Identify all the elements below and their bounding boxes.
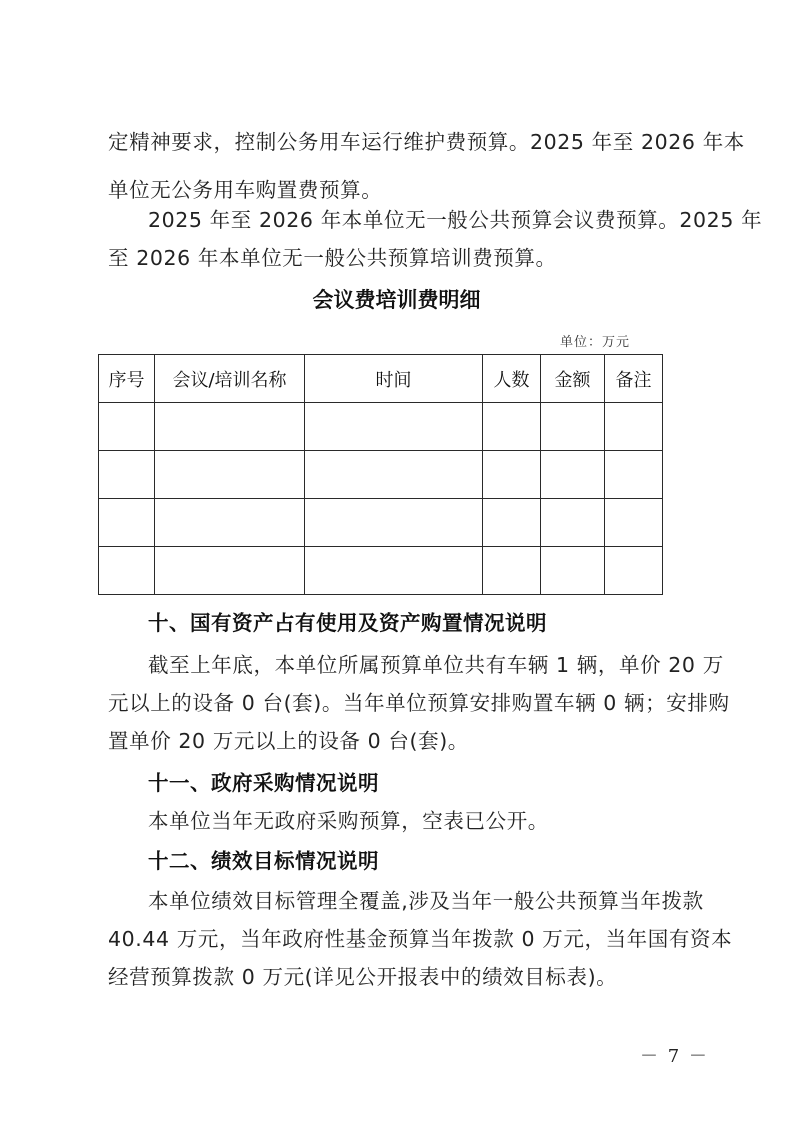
table-cell <box>155 403 305 451</box>
table-cell <box>605 403 663 451</box>
table-cell <box>605 451 663 499</box>
section-11-heading: 十一、政府采购情况说明 <box>148 771 379 795</box>
table-row <box>99 499 663 547</box>
table-cell <box>99 499 155 547</box>
table-cell <box>99 403 155 451</box>
paragraph-line: 置单价 20 万元以上的设备 0 台(套)。 <box>108 729 469 753</box>
page-number: － 7 － <box>640 1046 709 1067</box>
header-index: 序号 <box>99 355 155 403</box>
table-unit-label: 单位：万元 <box>560 335 631 350</box>
paragraph-line: 40.44 万元，当年政府性基金预算当年拨款 0 万元，当年国有资本 <box>108 927 733 951</box>
table-cell <box>155 451 305 499</box>
paragraph-line: 截至上年底，本单位所属预算单位共有车辆 1 辆，单价 20 万 <box>148 653 724 677</box>
paragraph-line: 本单位绩效目标管理全覆盖,涉及当年一般公共预算当年拨款 <box>148 889 704 913</box>
table-cell <box>483 499 541 547</box>
header-amount: 金额 <box>541 355 605 403</box>
paragraph-line: 单位无公务用车购置费预算。 <box>108 178 383 202</box>
table-cell <box>483 403 541 451</box>
table-cell <box>305 547 483 595</box>
section-10-heading: 十、国有资产占有使用及资产购置情况说明 <box>148 611 547 635</box>
header-remarks: 备注 <box>605 355 663 403</box>
table-cell <box>541 547 605 595</box>
table-header-row <box>99 355 663 403</box>
paragraph-line: 经营预算拨款 0 万元(详见公开报表中的绩效目标表)。 <box>108 965 618 989</box>
meeting-training-table <box>98 354 663 595</box>
table-cell <box>483 547 541 595</box>
table-cell <box>483 451 541 499</box>
paragraph-line: 定精神要求，控制公务用车运行维护费预算。2025 年至 2026 年本 <box>108 130 745 154</box>
paragraph-line: 至 2026 年本单位无一般公共预算培训费预算。 <box>108 246 557 270</box>
paragraph-line: 2025 年至 2026 年本单位无一般公共预算会议费预算。2025 年 <box>148 208 763 232</box>
header-people: 人数 <box>483 355 541 403</box>
table-cell <box>305 451 483 499</box>
header-name: 会议/培训名称 <box>155 355 305 403</box>
table-cell <box>99 547 155 595</box>
paragraph-line: 本单位当年无政府采购预算，空表已公开。 <box>148 809 549 833</box>
header-time: 时间 <box>305 355 483 403</box>
table-cell <box>541 403 605 451</box>
table-row <box>99 403 663 451</box>
table-cell <box>605 499 663 547</box>
table-cell <box>305 403 483 451</box>
section-12-heading: 十二、绩效目标情况说明 <box>148 849 379 873</box>
table-cell <box>155 499 305 547</box>
table-cell <box>541 451 605 499</box>
table-cell <box>605 547 663 595</box>
table-row <box>99 547 663 595</box>
table-title: 会议费培训费明细 <box>312 287 481 312</box>
table-cell <box>541 499 605 547</box>
table-cell <box>305 499 483 547</box>
table-cell <box>99 451 155 499</box>
table-cell <box>155 547 305 595</box>
paragraph-line: 元以上的设备 0 台(套)。当年单位预算安排购置车辆 0 辆；安排购 <box>108 691 730 715</box>
table-row <box>99 451 663 499</box>
